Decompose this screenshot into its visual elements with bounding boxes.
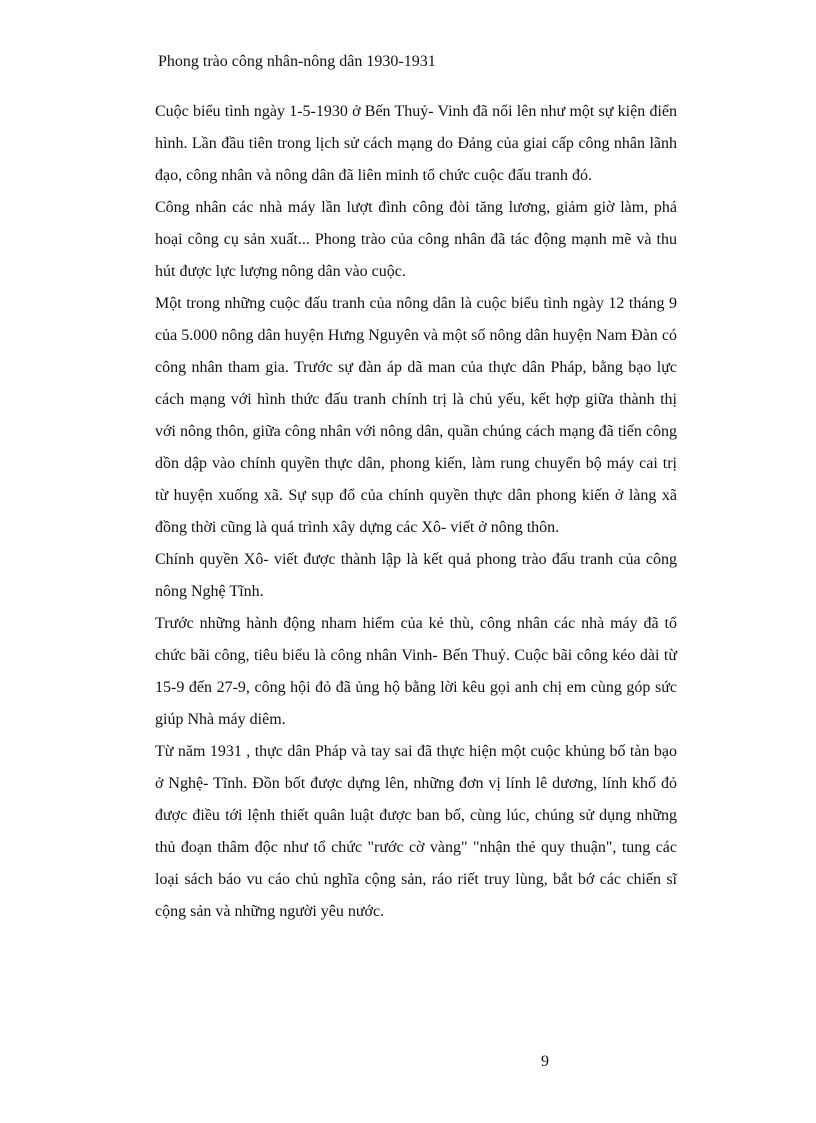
paragraph-workers-strikes: Công nhân các nhà máy lần lượt đình công đòi tăng lương, giảm giờ làm, phá hoại công cụ sản xuất... Phong trào của công nhân đã tác động mạnh mẽ và thu hút được lực lượng nông dân vào cuộc. xyxy=(155,199,677,280)
paragraph-may-day-demonstration: Cuộc biểu tình ngày 1-5-1930 ở Bến Thuỷ- Vinh đã nổi lên như một sự kiện điển hình. Lần đầu tiên trong lịch sử cách mạng do Đảng của giai cấp công nhân lãnh đạo, công nhân và nông dân đã liên minh tổ chức cuộc đấu tranh đó. xyxy=(155,103,677,184)
paragraph-hung-nguyen-demonstration: Một trong những cuộc đấu tranh của nông dân là cuộc biểu tình ngày 12 tháng 9 của 5.000 nông dân huyện Hưng Nguyên và một số nông dân huyện Nam Đàn có công nhân tham gia. Trước sự đàn áp dã man của thực dân Pháp, bằng bạo lực cách mạng với hình thức đấu tranh chính trị là chủ yếu, kết hợp giữa thành thị với nông thôn, giữa công nhân với nông dân, quần chúng cách mạng đã tiến công dồn dập vào chính quyền thực dân, phong kiến, làm rung chuyển bộ máy cai trị từ huyện xuống xã. Sự sụp đổ của chính quyền thực dân phong kiến ở làng xã đồng thời cũng là quá trình xây dựng các Xô- viết ở nông thôn. xyxy=(155,295,677,536)
paragraph-vinh-ben-thuy-strike: Trước những hành động nham hiểm của kẻ thù, công nhân các nhà máy đã tổ chức bãi công, tiêu biểu là công nhân Vinh- Bến Thuỷ. Cuộc bãi công kéo dài từ 15-9 đến 27-9, công hội đỏ đã ủng hộ bằng lời kêu gọi anh chị em cùng góp sức giúp Nhà máy diêm. xyxy=(155,615,677,728)
paragraph-1931-terror: Từ năm 1931 , thực dân Pháp và tay sai đã thực hiện một cuộc khủng bố tàn bạo ở Nghệ- Tĩnh. Đồn bốt được dựng lên, những đơn vị lính lê dương, lính khố đỏ được điều tới lệnh thiết quân luật được ban bố, cùng lúc, chúng sử dụng những thủ đoạn thâm độc như tổ chức "rước cờ vàng" "nhận thẻ quy thuận", tung các loại sách báo vu cáo chủ nghĩa cộng sản, ráo riết truy lùng, bắt bớ các chiến sĩ cộng sản và những người yêu nước. xyxy=(155,743,677,920)
paragraph-soviet-government: Chính quyền Xô- viết được thành lập là kết quả phong trào đấu tranh của công nông Nghệ Tĩnh. xyxy=(155,551,677,600)
page-number: 9 xyxy=(541,1053,549,1070)
body-text xyxy=(155,96,677,928)
running-header-title: Phong trào công nhân-nông dân 1930-1931 xyxy=(158,53,436,70)
